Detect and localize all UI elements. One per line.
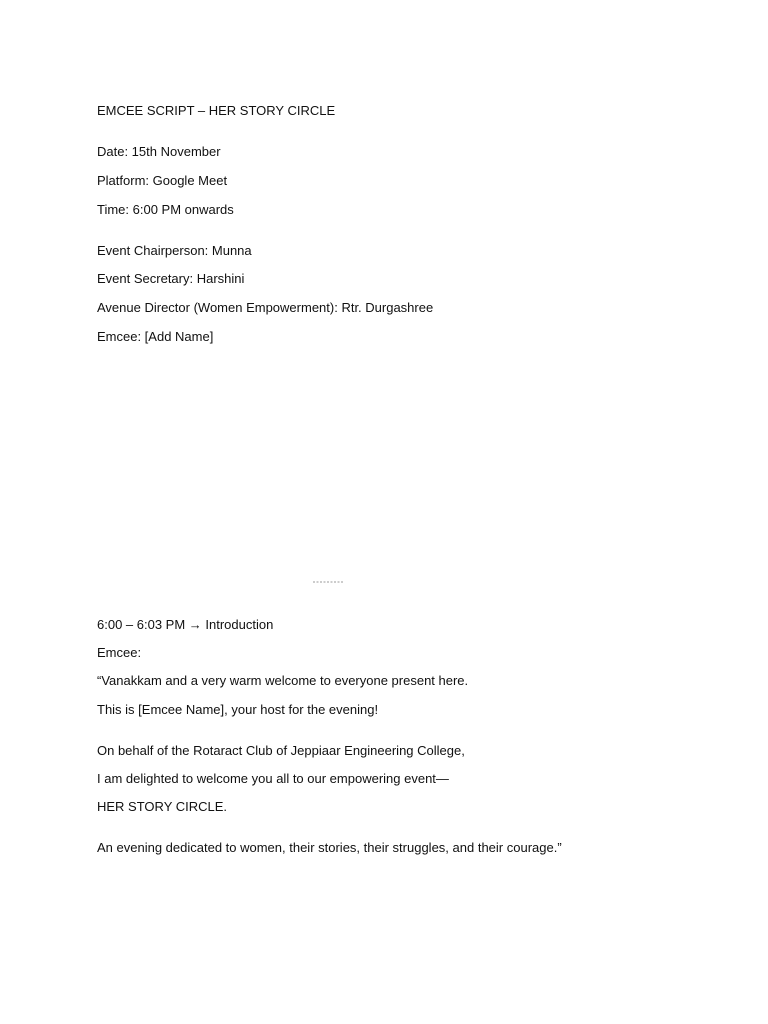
script-line: This is [Emcee Name], your host for the evening! (97, 702, 379, 717)
event-date: Date: 15th November (97, 144, 221, 159)
emcee-name: Emcee: [Add Name] (97, 329, 214, 344)
script-line: “Vanakkam and a very warm welcome to everyone present here. (97, 673, 469, 688)
event-secretary: Event Secretary: Harshini (97, 271, 245, 286)
event-platform: Platform: Google Meet (97, 173, 228, 188)
page-break-mark (313, 581, 343, 583)
script-line: I am delighted to welcome you all to our empowering event— (97, 771, 449, 786)
avenue-director: Avenue Director (Women Empowerment): Rtr. Durgashree (97, 300, 434, 315)
script-line: HER STORY CIRCLE. (97, 799, 228, 814)
segment-speaker: Emcee: (97, 645, 142, 660)
script-line: An evening dedicated to women, their stories, their struggles, and their courage.” (97, 840, 562, 855)
event-time: Time: 6:00 PM onwards (97, 202, 234, 217)
document-title: EMCEE SCRIPT – HER STORY CIRCLE (97, 103, 336, 118)
script-line: On behalf of the Rotaract Club of Jeppiaar Engineering College, (97, 743, 465, 758)
event-chairperson: Event Chairperson: Munna (97, 243, 252, 258)
segment-heading: 6:00 – 6:03 PM → Introduction (97, 617, 274, 632)
